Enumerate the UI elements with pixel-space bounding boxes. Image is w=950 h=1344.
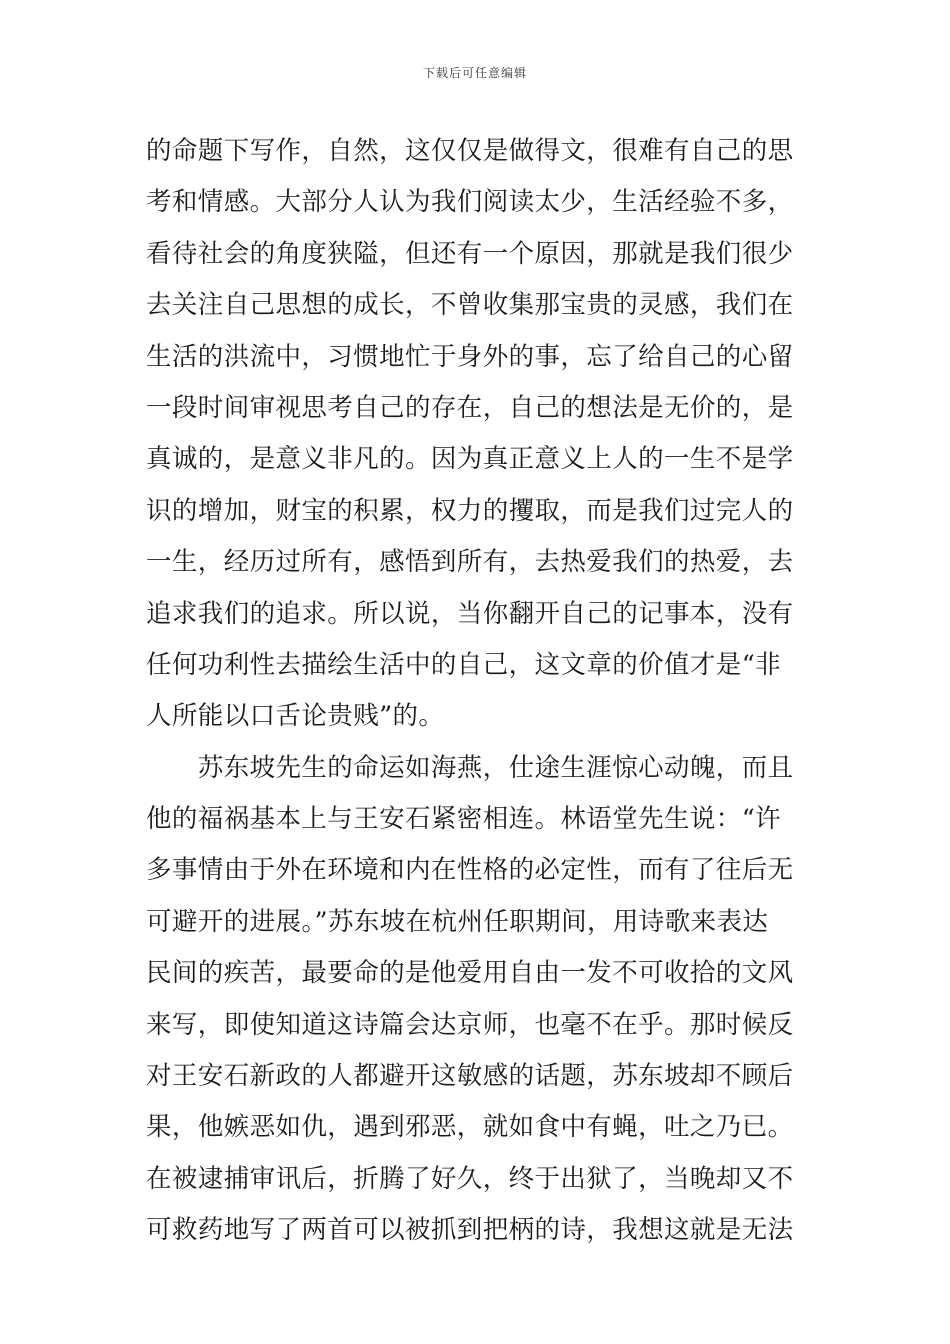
- page-header: 下载后可任意编辑: [422, 66, 527, 80]
- text-line: 任何功利性去描绘生活中的自己，这文章的价值才是“非: [146, 649, 782, 680]
- text-line: 可救药地写了两首可以被抓到把柄的诗，我想这就是无法: [146, 1215, 794, 1246]
- text-line: 追求我们的追求。所以说，当你翻开自己的记事本，没有: [146, 598, 794, 629]
- text-line: 在被逮捕审讯后，折腾了好久，终于出狱了，当晚却又不: [146, 1163, 794, 1194]
- text-line: 他的福祸基本上与王安石紧密相连。林语堂先生说：“许: [146, 804, 782, 835]
- text-line: 对王安石新政的人都避开这敏感的话题，苏东坡却不顾后: [146, 1061, 794, 1092]
- text-line: 去关注自己思想的成长，不曾收集那宝贵的灵感，我们在: [146, 290, 794, 321]
- text-line: 看待社会的角度狭隘，但还有一个原因，那就是我们很少: [146, 238, 794, 269]
- text-line: 一段时间审视思考自己的存在，自己的想法是无价的，是: [146, 392, 794, 423]
- text-line: 的命题下写作，自然，这仅仅是做得文，很难有自己的思: [146, 136, 794, 166]
- text-line: 民间的疾苦，最要命的是他爱用自由一发不可收拾的文风: [146, 958, 794, 989]
- text-line: 多事情由于外在环境和内在性格的必定性，而有了往后无: [146, 855, 794, 886]
- body-text: [146, 126, 816, 1257]
- text-line: 可避开的进展。”苏东坡在杭州任职期间，用诗歌来表达: [146, 906, 769, 937]
- text-line: 来写，即使知道这诗篇会达京师，也毫不在乎。那时候反: [146, 1009, 794, 1040]
- text-line: 一生，经历过所有，感悟到所有，去热爱我们的热爱，去: [146, 547, 794, 578]
- text-line: 识的增加，财宝的积累，权力的攫取，而是我们过完人的: [146, 495, 794, 526]
- text-line: 苏东坡先生的命运如海燕，仕途生涯惊心动魄，而且: [146, 752, 794, 783]
- text-line: 果，他嫉恶如仇，遇到邪恶，就如食中有蝇，吐之乃已。: [146, 1112, 794, 1143]
- text-line: 真诚的，是意义非凡的。因为真正意义上人的一生不是学: [146, 444, 794, 475]
- text-line: 生活的洪流中，习惯地忙于身外的事，忘了给自己的心留: [146, 341, 794, 372]
- text-line: 人所能以口舌论贵贱”的。: [146, 701, 445, 732]
- text-line: 考和情感。大部分人认为我们阅读太少，生活经验不多，: [146, 187, 794, 218]
